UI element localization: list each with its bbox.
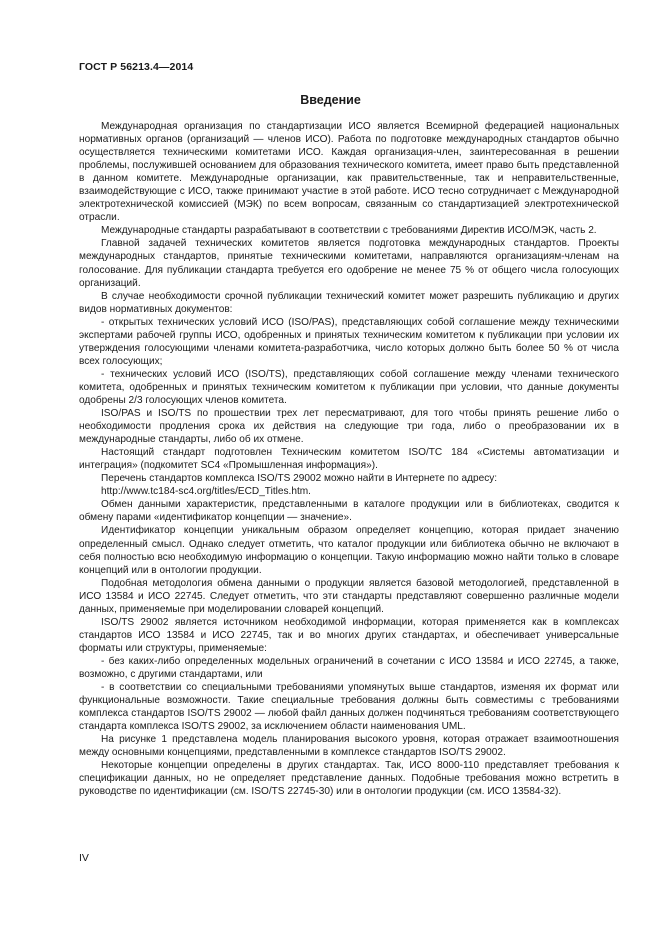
paragraph: На рисунке 1 представлена модель планирования высокого уровня, которая отражает взаимоотношения между основными концепциями, представленными в комплексе стандартов ISO/TS 29002. xyxy=(79,734,619,759)
paragraph: Главной задачей технических комитетов является подготовка международных стандартов. Проекты международных стандартов, принятые техническими комитетами, направляются организациям-членам на голосование. Для публикации стандарта требуется его одобрение не менее 75 % от общего числа голосующих организаций. xyxy=(79,238,619,289)
page-number: IV xyxy=(79,852,89,864)
paragraph: Настоящий стандарт подготовлен Техническим комитетом ISO/TC 184 «Системы автоматизации и интеграция» (подкомитет SC4 «Промышленная информация»). xyxy=(79,447,619,472)
paragraph: ISO/TS 29002 является источником необходимой информации, которая применяется как в комплексах стандартов ИСО 13584 и ИСО 22745, так и во многих других стандартах, и обеспечивает универсальные форматы или структуры, применяемые: xyxy=(79,616,619,654)
paragraph: Обмен данными характеристик, представленными в каталоге продукции или в библиотеках, сводится к обмену парами «идентификатор концепции — значение». xyxy=(79,499,619,524)
list-item: - в соответствии со специальными требованиями упомянутых выше стандартов, изменяя их формат или функциональные возможности. Такие специальные требования должны быть совместимы с требованиями комплекса стандартов ISO/TS 29002 — любой файл данных должен подчиняться требованиям соответствующего стандарта комплекса ISO/TS 29002, за исключением области наименования UML. xyxy=(79,682,619,733)
paragraph: ISO/PAS и ISO/TS по прошествии трех лет пересматривают, для того чтобы принять решение либо о необходимости продления срока их действия на следующие три года, либо о преобразовании их в международные стандарты, либо об их отмене. xyxy=(79,408,619,446)
url-line: http://www.tc184-sc4.org/titles/ECD_Titles.htm. xyxy=(101,486,311,498)
document-body xyxy=(79,120,619,798)
list-item: - технических условий ИСО (ISO/TS), представляющих собой соглашение между членами технического комитета, одобренных и принятых техническим комитетом к публикации при условии, что данные документы одобрены 2/3 голосующих членов комитета. xyxy=(79,368,619,406)
section-title: Введение xyxy=(300,93,361,107)
paragraph: Некоторые концепции определены в других стандартах. Так, ИСО 8000-110 представляет требования к спецификации данных, но не определяет представление данных. Подобные требования можно встретить в руководстве по идентификации (см. ISO/TS 22745-30) или в онтологии продукции (см. ИСО 13584-32). xyxy=(79,760,619,798)
paragraph: Перечень стандартов комплекса ISO/TS 29002 можно найти в Интернете по адресу: xyxy=(101,473,498,485)
paragraph: Международная организация по стандартизации ИСО является Всемирной федерацией национальных нормативных органов (организаций — членов ИСО). Работа по подготовке международных стандартов обычно осуществляется техническими комитетами ИСО. Каждая организация-член, заинтересованная в решении проблемы, послужившей основанием для образования технического комитета, имеет право быть представленной в данном комитете. Международные организации, как правительственные, так и неправительственные, взаимодействующие с ИСО, также принимают участие в этой работе. ИСО тесно сотрудничает с Международной электротехнической комиссией (МЭК) по всем вопросам, связанным со стандартизацией электротехнической отрасли. xyxy=(79,121,619,224)
list-item: - открытых технических условий ИСО (ISO/PAS), представляющих собой соглашение между техническими экспертами рабочей группы ИСО, одобренных и принятых техническим комитетом к публикации при условии их утверждения голосующими членами комитета-разработчика, число которых должно быть более 50 % от числа всех голосующих; xyxy=(79,316,619,367)
paragraph: Идентификатор концепции уникальным образом определяет концепцию, которая придает значению определенный смысл. Однако следует отметить, что каталог продукции или библиотека обычно не включают в себя полностью всю необходимую информацию о концепции. Такую информацию можно найти только в словаре концепций или в онтологии продукции. xyxy=(79,525,619,576)
paragraph: Международные стандарты разрабатывают в соответствии с требованиями Директив ИСО/МЭК, часть 2. xyxy=(101,225,597,237)
list-item: - без каких-либо определенных модельных ограничений в сочетании с ИСО 13584 и ИСО 22745, а также, возможно, с другими стандартами, или xyxy=(79,655,619,680)
document-header: ГОСТ Р 56213.4—2014 xyxy=(79,61,194,73)
paragraph: Подобная методология обмена данными о продукции является базовой методологией, представленной в ИСО 13584 и ИСО 22745. Следует отметить, что эти стандарты представляют совершенно различные модели данных, применяемые при моделировании словарей концепций. xyxy=(79,577,619,615)
paragraph: В случае необходимости срочной публикации технический комитет может разрешить публикацию и других видов нормативных документов: xyxy=(79,290,619,315)
